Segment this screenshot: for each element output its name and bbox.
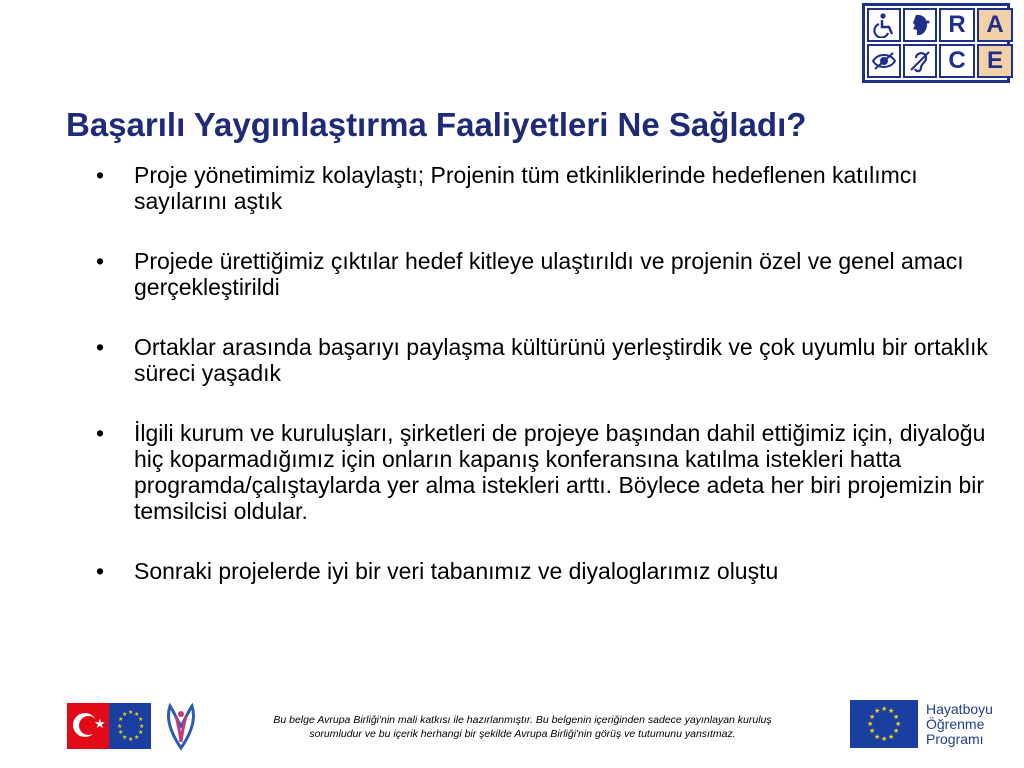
program-name: [926, 702, 993, 747]
svg-text:★: ★: [881, 735, 888, 743]
svg-text:★: ★: [893, 713, 900, 721]
disclaimer-line-2: sorumludur ve bu içerik herhangi bir şekilde Avrupa Birliği'nin görüş ve tutumunu yansıtmaz.: [309, 728, 736, 740]
bullet-item: [92, 420, 1007, 524]
bullet-dot: •: [96, 162, 105, 188]
svg-text:★: ★: [139, 723, 145, 730]
bullet-text: İlgili kurum ve kuruluşları, şirketleri de projeye başından dahil ettiğimiz için, diyaloğu hiç koparmadığımız için onların kapanış konferansına katılma istekleri hatta programda/çalıştaylarda yer alma istekleri arttı. Böylece adeta her biri projemizin bir temsilcisi oldular.: [134, 420, 986, 524]
svg-text:★: ★: [869, 727, 876, 735]
svg-text:★: ★: [122, 734, 128, 741]
svg-text:★: ★: [867, 720, 874, 728]
svg-text:★: ★: [874, 733, 881, 741]
svg-text:★: ★: [869, 713, 876, 721]
svg-text:★: ★: [881, 705, 888, 713]
svg-text:★: ★: [888, 707, 895, 715]
eu-flag-icon: [850, 700, 918, 748]
bullet-item: [92, 248, 1007, 300]
ear-icon: [903, 44, 937, 78]
logo-letter-e: E: [977, 44, 1013, 78]
bullet-text: Projede ürettiğimiz çıktılar hedef kitleye ulaştırıldı ve projenin özel ve genel amacı gerçekleştirildi: [134, 248, 964, 300]
wheelchair-icon: [867, 8, 901, 42]
bullet-item: [92, 162, 1007, 214]
svg-text:★: ★: [138, 729, 144, 736]
bullet-text: Ortaklar arasında başarıyı paylaşma kültürünü yerleştirdik ve çok uyumlu bir ortaklık süreci yaşadık: [134, 334, 988, 386]
logo-letter-c: C: [939, 44, 975, 78]
svg-text:★: ★: [128, 736, 134, 743]
svg-text:★: ★: [118, 716, 124, 723]
bullet-list: [92, 162, 1007, 618]
turkey-flag-icon: ★: [67, 703, 109, 749]
svg-text:★: ★: [122, 711, 128, 718]
svg-text:★: ★: [893, 727, 900, 735]
eye-icon: [867, 44, 901, 78]
face-icon: [903, 8, 937, 42]
bullet-dot: •: [96, 248, 105, 274]
program-line-3: Programı: [926, 730, 984, 747]
bullet-item: [92, 558, 1007, 584]
svg-text:★: ★: [118, 729, 124, 736]
program-line-1: Hayatboyu: [926, 700, 993, 717]
bullet-dot: •: [96, 334, 105, 360]
svg-text:★: ★: [888, 733, 895, 741]
svg-text:★: ★: [134, 734, 140, 741]
bullet-text: Sonraki projelerde iyi bir veri tabanımız ve diyaloglarımız oluştu: [134, 558, 779, 584]
bullet-dot: •: [96, 420, 105, 446]
bullet-item: [92, 334, 1007, 386]
bullet-text: Proje yönetimimiz kolaylaştı; Projenin tüm etkinliklerinde hedeflenen katılımcı sayılarını aştık: [134, 162, 918, 214]
eu-flag-icon: [109, 703, 151, 749]
race-logo: [862, 3, 1010, 83]
svg-text:★: ★: [134, 711, 140, 718]
bullet-dot: •: [96, 558, 105, 584]
disclaimer-line-1: Bu belge Avrupa Birliği'nin mali katkısı ile hazırlanmıştır. Bu belgenin içeriğinden sadece yayınlayan kuruluş: [273, 714, 772, 726]
agency-emblem-icon: [164, 702, 198, 752]
svg-text:★: ★: [138, 716, 144, 723]
logo-letter-r: R: [939, 8, 975, 42]
eu-disclaimer: [240, 713, 805, 741]
svg-text:★: ★: [874, 707, 881, 715]
footer-flags: [67, 703, 151, 749]
svg-text:★: ★: [117, 723, 123, 730]
logo-letter-a: A: [977, 8, 1013, 42]
svg-text:★: ★: [895, 720, 902, 728]
lifelong-learning-logo: [850, 697, 1000, 751]
svg-text:★: ★: [128, 709, 134, 716]
program-line-2: Öğrenme: [926, 715, 985, 732]
slide-title: Başarılı Yaygınlaştırma Faaliyetleri Ne Sağladı?: [66, 106, 807, 143]
